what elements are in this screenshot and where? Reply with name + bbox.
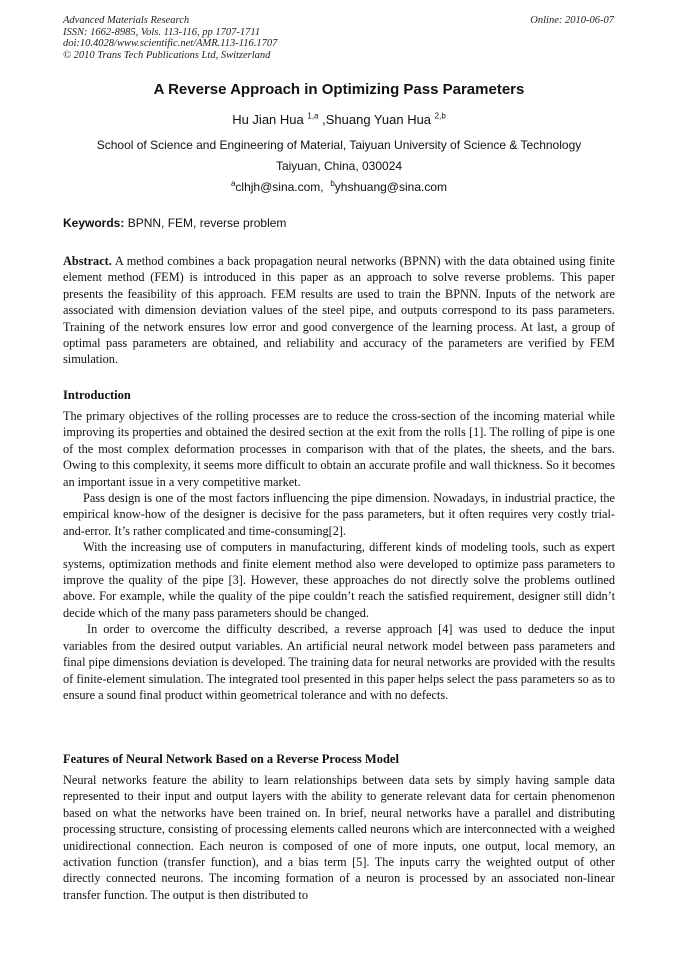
author-2-affil: 2,b [434,111,446,121]
intro-paragraph-2: Pass design is one of the most factors influencing the pipe dimension. Nowadays, in industrial practice, the empirical know-how of the designer is decisive for the pass parameters, but it often requires very costly trial-and-error. It’s rather complicated and time-consuming[2]. [63,491,615,538]
journal-meta [63,15,277,61]
online-date: Online: 2010-06-07 [530,15,614,26]
abstract-label: Abstract. [63,254,112,268]
features-paragraph-1: Neural networks feature the ability to learn relationships between data sets by simply having sample data represented to their input and output layers with the ability to generate relevant data for certain phenomenon based on what the networks have been trained on. In brief, neural networks have a parallel and distributing processing structure, consisting of processing elements called neurons which are interconnected with a weighed unidirectional connection. Each neuron is composed of one of more inputs, one output, local memory, an activation function (transfer function), and a bias term [5]. The inputs carry the weighted output of other directly connected neurons. The incoming formation of a neuron is processed by an associated non-linear transfer function. The output is then distributed to [63,773,615,902]
paper-title: A Reverse Approach in Optimizing Pass Parameters [153,81,525,98]
author-1-affil: 1,a [307,111,319,121]
copyright-line: © 2010 Trans Tech Publications Ltd, Switzerland [63,49,271,61]
affiliation-location: Taiyuan, China, 030024 [275,159,403,173]
author-line [0,112,678,127]
email-line [0,180,678,194]
author-2: ,Shuang Yuan Hua [322,112,432,127]
issn-line: ISSN: 1662-8985, Vols. 113-116, pp 1707-1711 [63,26,261,38]
intro-paragraph-3: With the increasing use of computers in manufacturing, different kinds of modeling tools, such as expert systems, optimization methods and finite element method also were developed to optimize pass parameters to improve the quality of the pipe [3]. However, these approaches do not directly solve the problems outlined above. For example, while the quality of the pipe couldn’t reach the satisfied requirement, designer still didn’t decide which of the many pass parameters should be changed. [63,540,615,620]
email-b: yhshuang@sina.com [334,180,448,194]
author-1: Hu Jian Hua [232,112,304,127]
keywords [63,216,286,230]
email-b-marker: b [330,179,335,188]
intro-paragraph-4: In order to overcome the difficulty described, a reverse approach [4] was used to deduce the input variables from the desired output variables. An artificial neural network model between pass parameters and final pipe dimensions deviation is developed. The training data for neural networks are provided with the results of finite-element simulation. The integrated tool presented in this paper helps select the pass parameters so as to ensure a sound final product within geometrical tolerance and with no defects. [63,622,615,702]
section-heading-features: Features of Neural Network Based on a Reverse Process Model [63,752,399,766]
abstract-text: A method combines a back propagation neural networks (BPNN) with the data obtained using finite element method (FEM) is introduced in this paper as an approach to solve reverse problems. This paper presents the feasibility of this approach. FEM results are used to train the BPNN. Inputs of the network are associated with dimension deviation values of the steel pipe, and outputs correspond to its pass parameters. Training of the network ensures low error and good convergence of the learning process. At last, a group of optimal pass parameters are obtained, and reliability and accuracy of the parameters are verified by FEM simulation. [63,254,615,367]
affiliation: School of Science and Engineering of Material, Taiyuan University of Science & Technology [96,138,582,152]
email-a: clhjh@sina.com, [235,180,324,194]
doi-line: doi:10.4028/www.scientific.net/AMR.113-116.1707 [63,38,278,49]
keywords-text: BPNN, FEM, reverse problem [127,216,287,230]
features-body [63,772,615,903]
email-a-marker: a [230,179,236,188]
intro-paragraph-1: The primary objectives of the rolling processes are to reduce the cross-section of the incoming material while improving its properties and obtained the desired section at the exit from the rolls [1]. The rolling of pipe is one of the most complex deformation processes in comparison with that of the plates, the sheets, and the bars. Owing to this complexity, it seems more difficult to obtain an accurate profile and wall thickness. So it becomes an important issue in a very competitive market. [63,409,615,489]
keywords-label: Keywords: [63,216,125,230]
introduction-body [63,408,615,703]
abstract [63,253,615,368]
journal-name: Advanced Materials Research [63,15,190,26]
section-heading-introduction: Introduction [63,388,131,402]
